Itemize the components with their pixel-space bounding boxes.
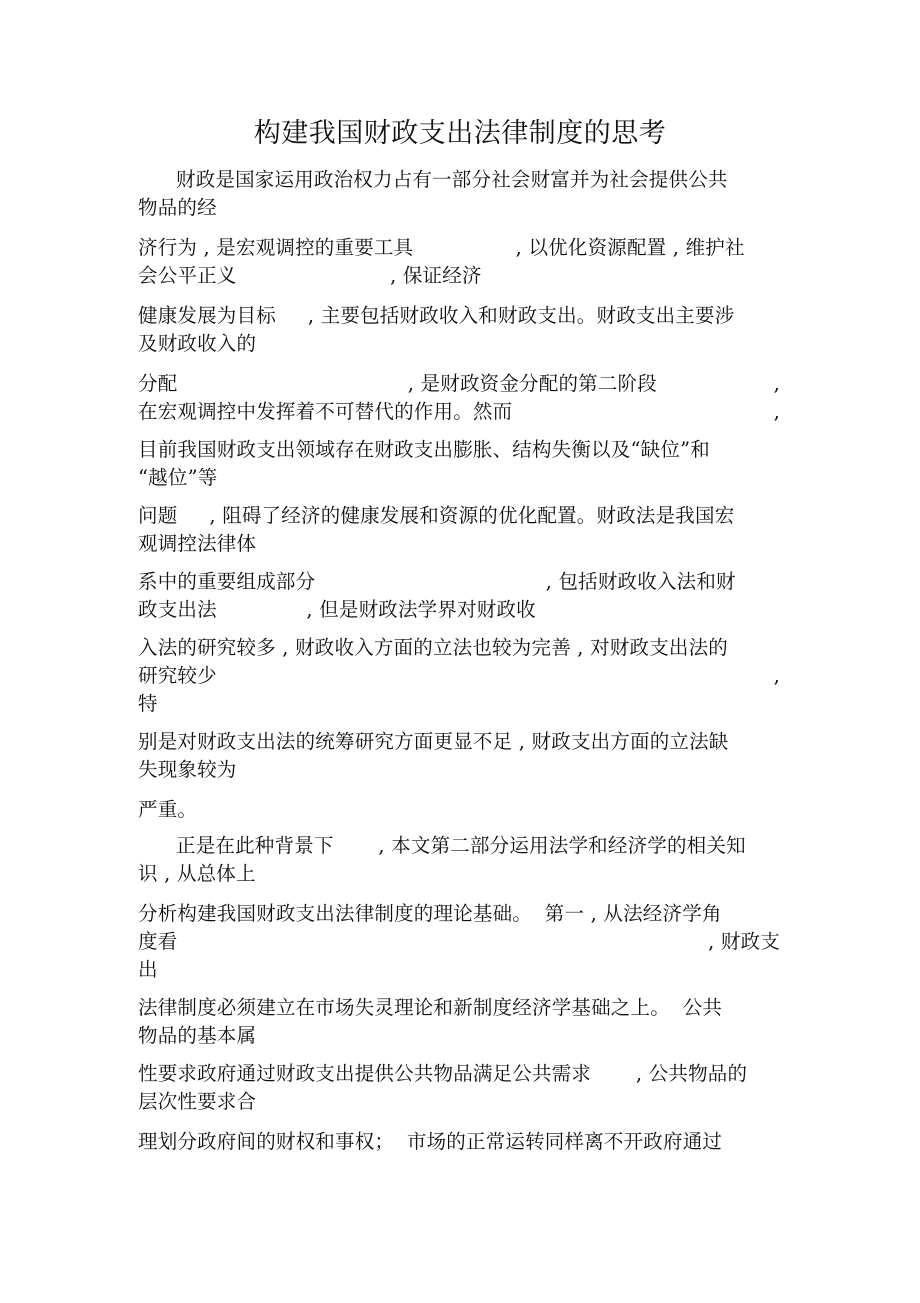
paragraph-line: 入法的研究较多 , 财政收入方面的立法也较为完善 , 对财政支出法的 [138, 636, 728, 659]
paragraph-line: 问题 , 阻碍了经济的健康发展和资源的优化配置。财政法是我国宏 [138, 504, 735, 527]
paragraph-line: 财政是国家运用政治权力占有一部分社会财富并为社会提供公共 [176, 168, 728, 191]
paragraph-line: 系中的重要组成部分 , 包括财政收入法和财 [138, 570, 736, 593]
paragraph-line: 及财政收入的 [138, 332, 257, 355]
paragraph-line: 观调控法律体 [138, 532, 257, 555]
document-title: 构建我国财政支出法律制度的思考 [253, 118, 667, 149]
paragraph-line: 度看 [138, 930, 178, 953]
paragraph-line: “越位”等 [138, 466, 218, 489]
paragraph-line: 分析构建我国财政支出法律制度的理论基础。 第一 , 从法经济学角 [138, 902, 722, 925]
paragraph-line: 性要求政府通过财政支出提供公共物品满足公共需求 , 公共物品的 [138, 1062, 748, 1085]
paragraph-line: 出 [138, 958, 158, 981]
paragraph-line: 特 [138, 692, 158, 715]
paragraph-line: 识 , 从总体上 [138, 862, 256, 885]
paragraph-line: 物品的经 [138, 196, 217, 219]
paragraph-line-end: , 财政支 [708, 930, 780, 953]
paragraph-line: 在宏观调控中发挥着不可替代的作用。然而 [138, 400, 513, 423]
paragraph-line: 法律制度必须建立在市场失灵理论和新制度经济学基础之上。 公共 [138, 996, 723, 1019]
trailing-comma: , [773, 372, 780, 395]
trailing-comma: , [773, 400, 780, 423]
paragraph-line: 正是在此种背景下 , 本文第二部分运用法学和经济学的相关知 [176, 834, 746, 857]
trailing-comma: , [773, 664, 780, 687]
paragraph-line: 研究较少 [138, 664, 217, 687]
paragraph-line: 层次性要求合 [138, 1090, 257, 1113]
paragraph-line: 济行为 , 是宏观调控的重要工具 , 以优化资源配置 , 维护社 [138, 236, 745, 259]
paragraph-line: 物品的基本属 [138, 1024, 257, 1047]
paragraph-line: 政支出法 , 但是财政法学界对财政收 [138, 598, 536, 621]
paragraph-line: 严重。 [138, 798, 198, 821]
paragraph-line: 分配 , 是财政资金分配的第二阶段 [138, 372, 657, 395]
paragraph-line: 别是对财政支出法的统筹研究方面更显不足 , 财政支出方面的立法缺 [138, 730, 729, 753]
paragraph-line: 目前我国财政支出领域存在财政支出膨胀、结构失衡以及“缺位”和 [138, 438, 710, 461]
paragraph-line: 健康发展为目标 , 主要包括财政收入和财政支出。财政支出主要涉 [138, 304, 735, 327]
paragraph-line: 会公平正义 , 保证经济 [138, 264, 482, 287]
paragraph-line: 失现象较为 [138, 758, 237, 781]
paragraph-line: 理划分政府间的财权和事权； 市场的正常运转同样离不开政府通过 [138, 1130, 723, 1153]
